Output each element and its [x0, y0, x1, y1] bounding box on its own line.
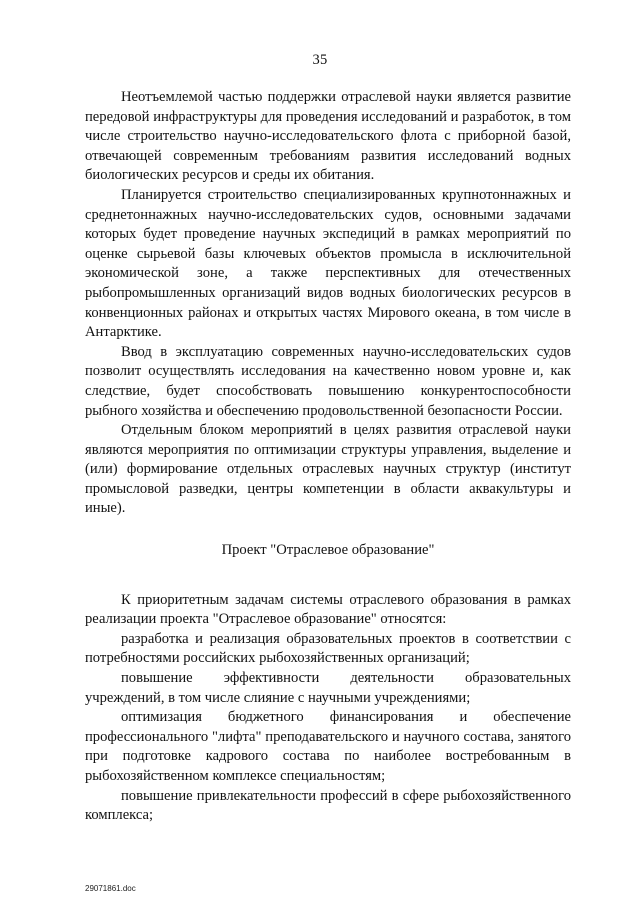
footer-filename: 29071861.doc: [85, 884, 136, 893]
section-heading: Проект "Отраслевое образование": [221, 542, 435, 559]
paragraph-commissioning: Ввод в эксплуатацию современных научно-исследовательских судов позволит осуществлять исследования на качественно новом уровне и, как следствие, будет способствовать повышению конкурентоспособности рыбного хозяйства и обеспечению продовольственной безопасности России.: [85, 343, 571, 419]
list-item-efficiency: повышение эффективности деятельности образовательных учреждений, в том числе слияние с научными учреждениями;: [85, 670, 571, 706]
document-body: [85, 88, 571, 826]
list-item-projects: разработка и реализация образовательных проектов в соответствии с потребностями российских рыбохозяйственных организаций;: [85, 630, 571, 667]
paragraph-priorities: К приоритетным задачам системы отраслевого образования в рамках реализации проекта "Отраслевое образование" относятся:: [85, 591, 571, 628]
paragraph-management: Отдельным блоком мероприятий в целях развития отраслевой науки являются мероприятия по оптимизации структуры управления, выделение и (или) формирование отдельных отраслевых научных структур (институт промысловой разведки, центры компетенции в области аквакультуры и иные).: [85, 422, 571, 517]
paragraph-infrastructure: Неотъемлемой частью поддержки отраслевой науки является развитие передовой инфраструктуры для проведения исследований и разработок, в том числе строительство научно-исследовательского флота с приборной базой, отвечающей современным требованиям развития исследований водных биологических ресурсов и среды их обитания.: [85, 89, 571, 184]
paragraph-vessels: Планируется строительство специализированных крупнотоннажных и среднетоннажных научно-исследовательских судов, основными задачами которых будет проведение научных экспедиций в рамках мероприятий по оценке сырьевой базы ключевых объектов промысла в исключительной экономической зоне, а также перспективных для отечественных рыбопромышленных организаций видов водных биологических ресурсов в конвенционных районах и открытых частях Мирового океана, в том числе в Антарктике.: [85, 186, 571, 341]
page-number: 35: [312, 52, 328, 68]
list-item-attractiveness: повышение привлекательности профессий в сфере рыбохозяйственного комплекса;: [85, 787, 571, 824]
list-item-funding: оптимизация бюджетного финансирования и обеспечение профессионального "лифта" преподавательского и научного состава, занятого при подготовке кадрового состава по наиболее востребованным в рыбохозяйственном комплексе специальностям;: [85, 709, 571, 784]
